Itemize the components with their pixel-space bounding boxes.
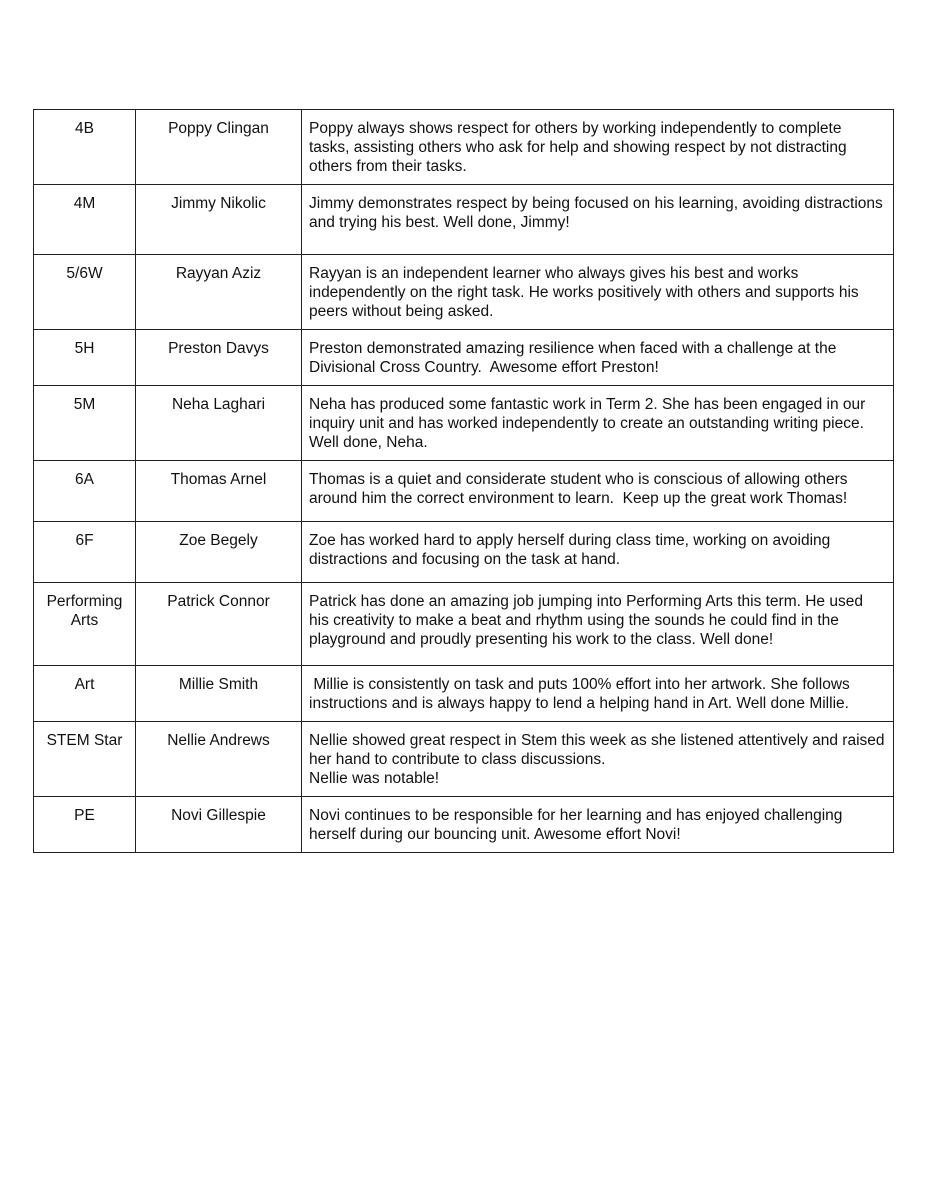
table-row (34, 255, 894, 330)
table-row (34, 522, 894, 583)
table-row (34, 797, 894, 853)
student-name-cell: Rayyan Aziz (136, 255, 302, 330)
class-cell: 4B (34, 110, 136, 185)
comment-cell: Zoe has worked hard to apply herself during class time, working on avoiding distractions and focusing on the task at hand. (302, 522, 894, 583)
class-cell: 4M (34, 185, 136, 255)
comment-cell: Jimmy demonstrates respect by being focused on his learning, avoiding distractions and trying his best. Well done, Jimmy! (302, 185, 894, 255)
student-name-cell: Novi Gillespie (136, 797, 302, 853)
table-row (34, 461, 894, 522)
class-cell: 5/6W (34, 255, 136, 330)
comment-cell: Rayyan is an independent learner who always gives his best and works independently on the right task. He works positively with others and supports his peers without being asked. (302, 255, 894, 330)
table-row (34, 110, 894, 185)
student-name-cell: Patrick Connor (136, 583, 302, 666)
class-cell: 5H (34, 330, 136, 386)
comment-cell: Novi continues to be responsible for her learning and has enjoyed challenging herself during our bouncing unit. Awesome effort Novi! (302, 797, 894, 853)
student-name-cell: Poppy Clingan (136, 110, 302, 185)
student-name-cell: Millie Smith (136, 666, 302, 722)
student-name-cell: Preston Davys (136, 330, 302, 386)
class-cell: Performing Arts (34, 583, 136, 666)
awards-table (33, 109, 894, 853)
class-cell: 6A (34, 461, 136, 522)
table-row (34, 583, 894, 666)
student-name-cell: Thomas Arnel (136, 461, 302, 522)
student-name-cell: Neha Laghari (136, 386, 302, 461)
class-cell: PE (34, 797, 136, 853)
table-row (34, 185, 894, 255)
class-cell: Art (34, 666, 136, 722)
student-name-cell: Nellie Andrews (136, 722, 302, 797)
comment-cell: Neha has produced some fantastic work in Term 2. She has been engaged in our inquiry unit and has worked independently to create an outstanding writing piece. Well done, Neha. (302, 386, 894, 461)
comment-cell: Preston demonstrated amazing resilience when faced with a challenge at the Divisional Cross Country. Awesome effort Preston! (302, 330, 894, 386)
comment-cell: Patrick has done an amazing job jumping into Performing Arts this term. He used his creativity to make a beat and rhythm using the sounds he could find in the playground and proudly presenting his work to the class. Well done! (302, 583, 894, 666)
student-name-cell: Jimmy Nikolic (136, 185, 302, 255)
class-cell: STEM Star (34, 722, 136, 797)
comment-cell: Millie is consistently on task and puts 100% effort into her artwork. She follows instructions and is always happy to lend a helping hand in Art. Well done Millie. (302, 666, 894, 722)
table-row (34, 386, 894, 461)
class-cell: 6F (34, 522, 136, 583)
table-row (34, 666, 894, 722)
comment-cell: Nellie showed great respect in Stem this week as she listened attentively and raised her hand to contribute to class discussions. Nellie was notable! (302, 722, 894, 797)
comment-cell: Poppy always shows respect for others by working independently to complete tasks, assisting others who ask for help and showing respect by not distracting others from their tasks. (302, 110, 894, 185)
table-row (34, 722, 894, 797)
comment-cell: Thomas is a quiet and considerate student who is conscious of allowing others around him the correct environment to learn. Keep up the great work Thomas! (302, 461, 894, 522)
class-cell: 5M (34, 386, 136, 461)
table-row (34, 330, 894, 386)
student-name-cell: Zoe Begely (136, 522, 302, 583)
